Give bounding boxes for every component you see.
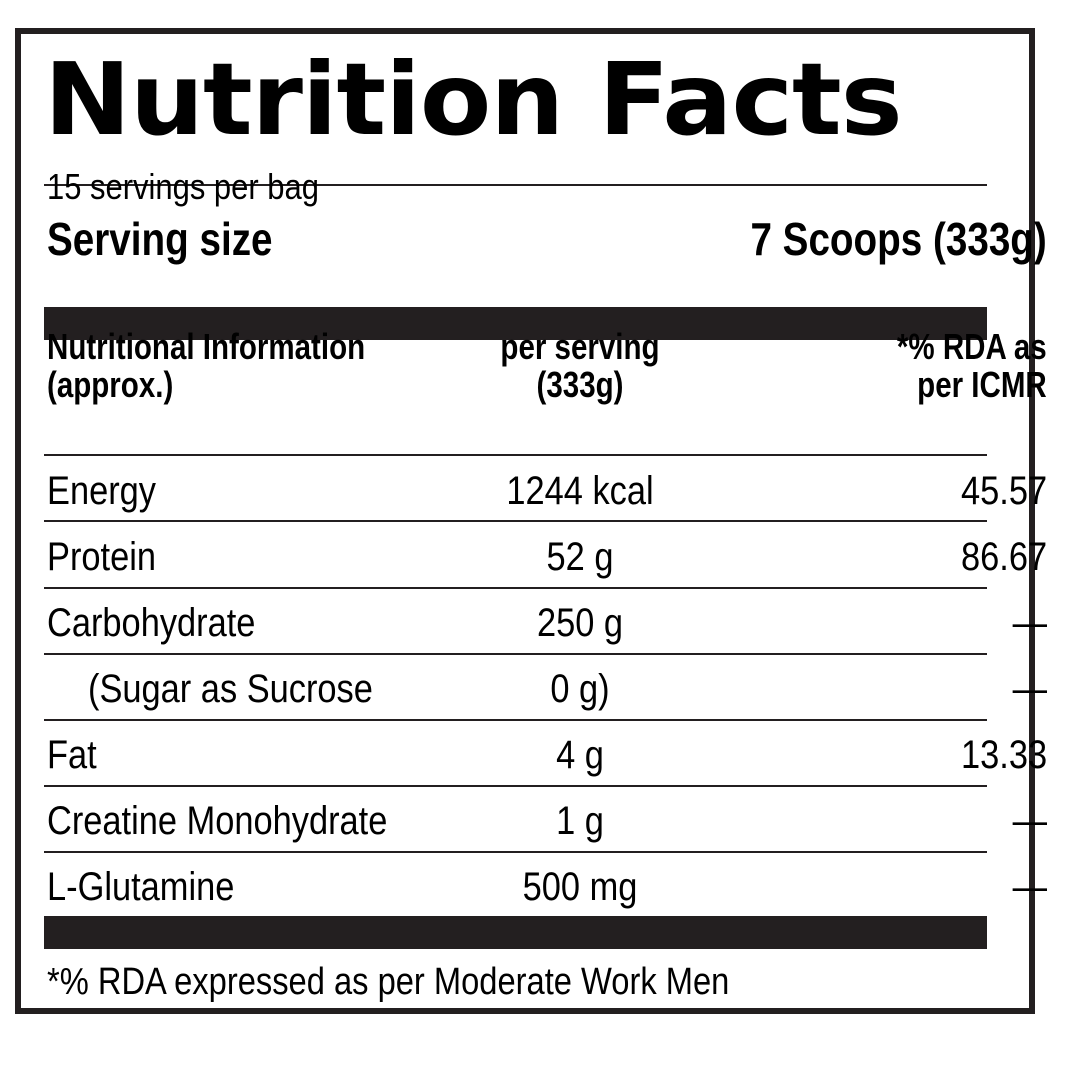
header-divider: [44, 454, 987, 456]
row-name-l-glutamine: L-Glutamine: [47, 865, 235, 909]
row-rda-fat: 13.33: [960, 733, 1047, 777]
row-divider: [44, 587, 987, 589]
row-name-fat: Fat: [47, 733, 97, 777]
row-name-sugar: (Sugar as Sucrose: [88, 667, 373, 711]
row-divider: [44, 653, 987, 655]
row-rda-protein: 86.67: [960, 535, 1047, 579]
serving-size-value: 7 Scoops (333g): [750, 213, 1047, 265]
row-amount-fat: 4 g: [556, 733, 604, 777]
row-amount-sugar: 0 g): [550, 667, 610, 711]
nutrition-facts-title: Nutrition Facts: [44, 41, 902, 158]
row-rda-sugar: —: [1012, 667, 1047, 711]
servings-per-container: 15 servings per bag: [47, 166, 319, 207]
row-divider: [44, 785, 987, 787]
rda-footnote: *% RDA expressed as per Moderate Work Men: [47, 961, 730, 1003]
row-name-energy: Energy: [47, 469, 157, 513]
row-amount-protein: 52 g: [546, 535, 614, 579]
row-divider: [44, 851, 987, 853]
serving-size-label: Serving size: [47, 213, 273, 265]
row-name-protein: Protein: [47, 535, 157, 579]
row-amount-carbohydrate: 250 g: [536, 601, 624, 645]
row-divider: [44, 520, 987, 522]
row-rda-creatine: —: [1012, 799, 1047, 843]
row-divider: [44, 719, 987, 721]
row-rda-carbohydrate: —: [1012, 601, 1047, 645]
header-rda: *% RDA as per ICMR: [897, 326, 1047, 405]
row-name-creatine: Creatine Monohydrate: [47, 799, 388, 843]
row-rda-l-glutamine: —: [1012, 865, 1047, 909]
header-nutritional-information: Nutritional Information (approx.): [47, 326, 366, 405]
row-amount-energy: 1244 kcal: [506, 469, 654, 513]
row-amount-l-glutamine: 500 mg: [522, 865, 638, 909]
row-amount-creatine: 1 g: [556, 799, 604, 843]
header-per-serving: per serving (333g): [500, 326, 660, 405]
row-rda-energy: 45.57: [960, 469, 1047, 513]
table-bottom-bar: [44, 916, 987, 949]
row-name-carbohydrate: Carbohydrate: [47, 601, 256, 645]
